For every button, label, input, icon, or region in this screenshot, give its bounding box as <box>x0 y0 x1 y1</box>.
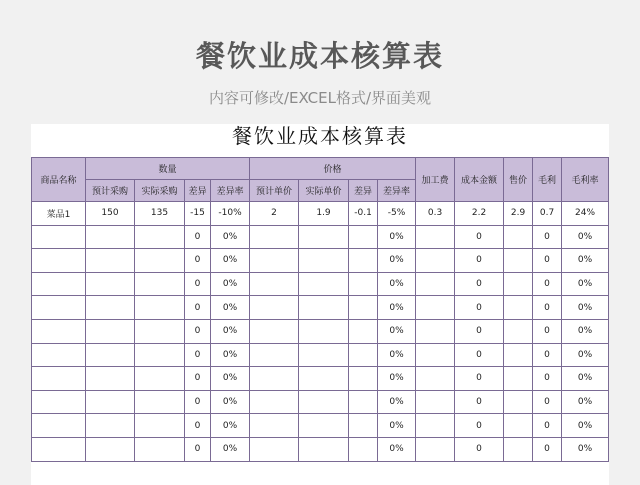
table-cell[interactable]: 0% <box>562 249 609 273</box>
table-cell[interactable]: 0% <box>211 319 250 343</box>
table-cell[interactable] <box>135 343 185 367</box>
table-cell[interactable]: 0% <box>211 272 250 296</box>
table-cell[interactable] <box>416 225 455 249</box>
table-cell[interactable] <box>86 296 135 320</box>
table-cell[interactable]: 0 <box>455 225 504 249</box>
table-cell[interactable] <box>135 437 185 461</box>
table-cell[interactable]: 0% <box>562 343 609 367</box>
table-cell[interactable] <box>299 249 349 273</box>
table-cell[interactable]: 0% <box>562 319 609 343</box>
table-cell[interactable]: 0 <box>185 249 211 273</box>
table-cell[interactable] <box>250 414 299 438</box>
header-price-diff-rate: 差异率 <box>378 180 416 202</box>
table-cell[interactable]: 0 <box>533 249 562 273</box>
table-cell[interactable] <box>299 296 349 320</box>
table-cell[interactable] <box>250 296 299 320</box>
spreadsheet <box>31 124 609 485</box>
table-row <box>32 414 609 438</box>
header-sale-price: 售价 <box>504 158 533 202</box>
table-cell[interactable] <box>32 437 86 461</box>
table-cell[interactable] <box>250 225 299 249</box>
page-subtitle: 内容可修改/EXCEL格式/界面美观 <box>208 89 432 107</box>
table-cell[interactable]: 0% <box>211 225 250 249</box>
table-cell[interactable] <box>86 390 135 414</box>
table-cell[interactable]: 0 <box>533 367 562 391</box>
table-cell[interactable]: 1.9 <box>299 202 349 226</box>
header-cost-amount: 成本金额 <box>455 158 504 202</box>
table-cell[interactable] <box>416 249 455 273</box>
table-cell[interactable]: 0 <box>185 437 211 461</box>
table-cell[interactable] <box>504 390 533 414</box>
table-cell[interactable] <box>416 296 455 320</box>
cost-table <box>31 157 609 462</box>
table-cell[interactable]: -15 <box>185 202 211 226</box>
table-cell[interactable] <box>32 390 86 414</box>
table-cell[interactable]: 0% <box>562 272 609 296</box>
header-actual-unit-price: 实际单价 <box>299 180 349 202</box>
table-cell[interactable]: 0% <box>378 296 416 320</box>
table-cell[interactable] <box>135 296 185 320</box>
table-cell[interactable] <box>349 296 378 320</box>
table-cell[interactable] <box>416 343 455 367</box>
table-cell[interactable] <box>86 414 135 438</box>
table-row <box>32 249 609 273</box>
table-cell[interactable] <box>416 414 455 438</box>
table-cell[interactable] <box>504 367 533 391</box>
table-cell[interactable]: 0 <box>185 367 211 391</box>
table-row <box>32 225 609 249</box>
table-cell[interactable] <box>32 272 86 296</box>
table-cell[interactable]: 0% <box>211 343 250 367</box>
table-cell[interactable] <box>32 414 86 438</box>
sheet-title: 餐饮业成本核算表 <box>232 124 408 148</box>
table-cell[interactable]: 0 <box>455 343 504 367</box>
table-cell[interactable] <box>299 414 349 438</box>
table-cell[interactable]: 0% <box>562 437 609 461</box>
table-row <box>32 343 609 367</box>
page-title: 餐饮业成本核算表 <box>195 39 444 73</box>
table-row <box>32 367 609 391</box>
table-cell[interactable] <box>86 319 135 343</box>
table-cell[interactable] <box>86 343 135 367</box>
table-cell[interactable]: 0 <box>533 390 562 414</box>
table-cell[interactable] <box>349 437 378 461</box>
table-cell[interactable] <box>299 390 349 414</box>
table-cell[interactable] <box>349 225 378 249</box>
table-cell[interactable]: 0% <box>211 367 250 391</box>
table-cell[interactable]: 0% <box>378 437 416 461</box>
table-cell[interactable] <box>86 249 135 273</box>
table-cell[interactable] <box>250 367 299 391</box>
table-cell[interactable]: 0% <box>378 343 416 367</box>
table-cell[interactable]: 0 <box>533 296 562 320</box>
table-cell[interactable]: 0% <box>211 437 250 461</box>
table-cell[interactable]: 0 <box>455 367 504 391</box>
table-row <box>32 202 609 226</box>
table-cell[interactable] <box>32 367 86 391</box>
header-planned-unit-price: 预计单价 <box>250 180 299 202</box>
table-row <box>32 437 609 461</box>
table-cell[interactable]: 0% <box>211 296 250 320</box>
table-cell[interactable]: 菜品1 <box>32 202 86 226</box>
table-cell[interactable] <box>349 414 378 438</box>
table-cell[interactable]: 0 <box>455 296 504 320</box>
table-cell[interactable] <box>299 343 349 367</box>
table-cell[interactable] <box>135 225 185 249</box>
table-cell[interactable]: 0 <box>185 414 211 438</box>
table-cell[interactable] <box>250 249 299 273</box>
table-cell[interactable] <box>32 225 86 249</box>
table-cell[interactable]: 0 <box>455 414 504 438</box>
table-cell[interactable]: 0% <box>562 225 609 249</box>
table-cell[interactable]: 0.7 <box>533 202 562 226</box>
table-cell[interactable]: 2.2 <box>455 202 504 226</box>
table-cell[interactable] <box>250 437 299 461</box>
table-cell[interactable] <box>32 343 86 367</box>
table-cell[interactable] <box>86 225 135 249</box>
table-cell[interactable]: 0 <box>185 343 211 367</box>
table-cell[interactable] <box>32 296 86 320</box>
table-cell[interactable] <box>135 390 185 414</box>
table-cell[interactable]: 24% <box>562 202 609 226</box>
table-cell[interactable] <box>32 319 86 343</box>
table-cell[interactable] <box>416 367 455 391</box>
table-cell[interactable] <box>135 249 185 273</box>
header-actual-purchase: 实际采购 <box>135 180 185 202</box>
table-cell[interactable]: 0% <box>562 296 609 320</box>
table-cell[interactable] <box>299 437 349 461</box>
table-cell[interactable] <box>416 390 455 414</box>
table-cell[interactable]: 0% <box>562 414 609 438</box>
header-planned-purchase: 预计采购 <box>86 180 135 202</box>
table-cell[interactable]: 0% <box>378 319 416 343</box>
header-gross-margin: 毛利率 <box>562 158 609 202</box>
table-cell[interactable] <box>504 414 533 438</box>
table-cell[interactable] <box>349 367 378 391</box>
header-qty-diff: 差异 <box>185 180 211 202</box>
table-cell[interactable]: 0% <box>378 272 416 296</box>
table-row <box>32 319 609 343</box>
table-cell[interactable] <box>135 272 185 296</box>
header-qty-diff-rate: 差异率 <box>211 180 250 202</box>
table-cell[interactable] <box>504 343 533 367</box>
table-cell[interactable]: 0 <box>185 272 211 296</box>
table-cell[interactable] <box>504 249 533 273</box>
table-cell[interactable]: -0.1 <box>349 202 378 226</box>
table-cell[interactable] <box>416 319 455 343</box>
table-cell[interactable] <box>86 437 135 461</box>
table-cell[interactable]: 0% <box>562 390 609 414</box>
table-cell[interactable]: 2.9 <box>504 202 533 226</box>
table-cell[interactable]: -5% <box>378 202 416 226</box>
table-cell[interactable]: 0 <box>533 272 562 296</box>
header-processing-fee: 加工费 <box>416 158 455 202</box>
table-cell[interactable]: 0% <box>378 249 416 273</box>
table-cell[interactable]: 0 <box>533 437 562 461</box>
table-cell[interactable] <box>135 367 185 391</box>
table-cell[interactable] <box>250 319 299 343</box>
header-price-diff: 差异 <box>349 180 378 202</box>
table-cell[interactable]: 0% <box>378 367 416 391</box>
table-row <box>32 390 609 414</box>
table-cell[interactable]: 0% <box>562 367 609 391</box>
table-cell[interactable] <box>349 343 378 367</box>
table-cell[interactable] <box>135 319 185 343</box>
table-cell[interactable] <box>299 319 349 343</box>
table-cell[interactable] <box>504 225 533 249</box>
table-cell[interactable]: 0% <box>211 414 250 438</box>
table-cell[interactable] <box>416 437 455 461</box>
table-cell[interactable] <box>299 272 349 296</box>
table-cell[interactable]: -10% <box>211 202 250 226</box>
table-row <box>32 296 609 320</box>
table-cell[interactable] <box>250 343 299 367</box>
table-cell[interactable] <box>504 272 533 296</box>
table-cell[interactable]: 0 <box>185 225 211 249</box>
table-cell[interactable]: 0.3 <box>416 202 455 226</box>
table-cell[interactable]: 0 <box>455 319 504 343</box>
table-cell[interactable]: 0 <box>185 319 211 343</box>
table-cell[interactable] <box>416 272 455 296</box>
table-cell[interactable]: 135 <box>135 202 185 226</box>
table-cell[interactable]: 0 <box>455 249 504 273</box>
header-gross-profit: 毛利 <box>533 158 562 202</box>
table-cell[interactable] <box>504 296 533 320</box>
table-cell[interactable]: 0 <box>533 343 562 367</box>
header-price-group: 价格 <box>250 158 416 180</box>
table-cell[interactable] <box>349 390 378 414</box>
table-cell[interactable]: 0 <box>455 272 504 296</box>
table-row <box>32 272 609 296</box>
table-cell[interactable] <box>135 414 185 438</box>
table-cell[interactable]: 0 <box>533 225 562 249</box>
table-cell[interactable]: 0 <box>455 390 504 414</box>
table-cell[interactable]: 0 <box>185 296 211 320</box>
table-cell[interactable]: 0 <box>455 437 504 461</box>
table-cell[interactable] <box>349 319 378 343</box>
table-cell[interactable] <box>504 437 533 461</box>
table-cell[interactable] <box>299 367 349 391</box>
table-cell[interactable] <box>349 272 378 296</box>
table-cell[interactable] <box>250 390 299 414</box>
table-cell[interactable]: 0% <box>378 225 416 249</box>
table-cell[interactable]: 0% <box>378 390 416 414</box>
table-cell[interactable] <box>32 249 86 273</box>
table-cell[interactable] <box>86 367 135 391</box>
table-cell[interactable]: 150 <box>86 202 135 226</box>
header-quantity-group: 数量 <box>86 158 250 180</box>
header-name: 商品名称 <box>32 158 86 202</box>
table-cell[interactable] <box>299 225 349 249</box>
table-cell[interactable] <box>250 272 299 296</box>
table-cell[interactable]: 0% <box>211 390 250 414</box>
table-cell[interactable] <box>86 272 135 296</box>
table-cell[interactable]: 0 <box>533 414 562 438</box>
table-cell[interactable]: 0% <box>378 414 416 438</box>
table-cell[interactable]: 0 <box>185 390 211 414</box>
table-cell[interactable] <box>349 249 378 273</box>
table-cell[interactable]: 2 <box>250 202 299 226</box>
table-cell[interactable]: 0 <box>533 319 562 343</box>
table-cell[interactable]: 0% <box>211 249 250 273</box>
table-cell[interactable] <box>504 319 533 343</box>
